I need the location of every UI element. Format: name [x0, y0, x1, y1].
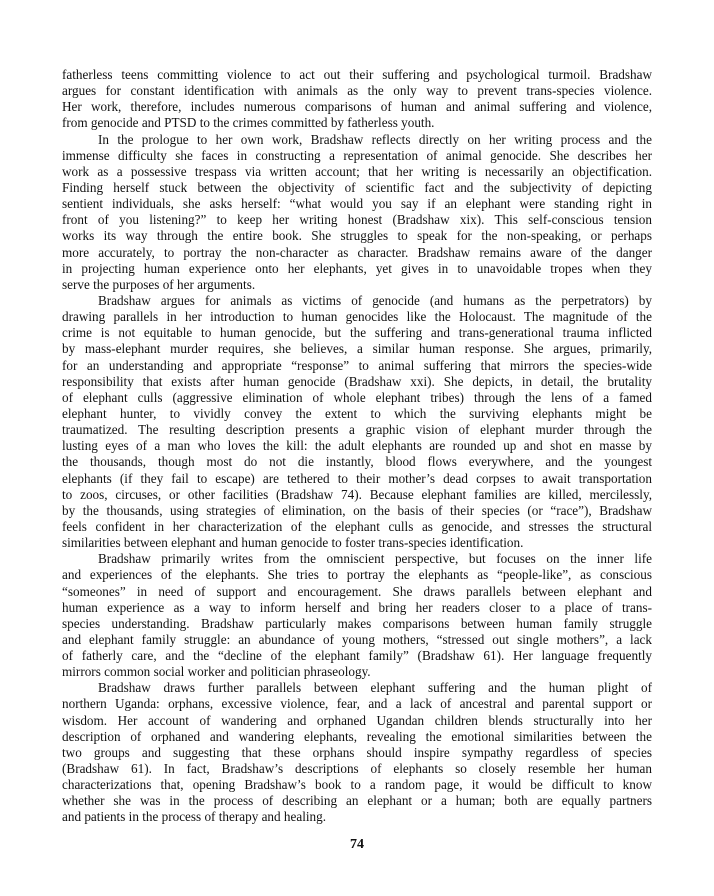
text-line: In the prologue to her own work, Bradshaw reflects directly on her writing process and the — [98, 131, 652, 147]
text-line: similarities between elephant and human genocide to foster trans-species identification. — [62, 535, 524, 551]
text-line: traumatized. The resulting description presents a graphic vision of elephant murder through the — [62, 422, 652, 438]
text-line: sentient individuals, she asks herself: “what would you say if an elephant were standing right in — [62, 196, 652, 212]
page-number: 74 — [350, 837, 364, 852]
text-line: and experiences of the elephants. She tries to portray the elephants as “people-like”, as conscious — [62, 567, 652, 583]
text-line: and patients in the process of therapy and healing. — [62, 809, 327, 825]
paragraph — [62, 551, 652, 680]
text-line: the thousands, though most do not die instantly, blood flows everywhere, and the youngest — [62, 454, 652, 470]
text-line: to zoos, circuses, or other facilities (Bradshaw 74). Because elephant families are killed, mercilessly, — [62, 486, 652, 502]
text-line: front of you listening?” to keep her writing honest (Bradshaw xix). This self-conscious tension — [62, 212, 652, 228]
document-body — [62, 67, 652, 826]
text-line: fatherless teens committing violence to act out their suffering and psychological turmoil. Bradshaw — [62, 67, 652, 82]
text-line: crime is not equitable to human genocide, but the suffering and trans-generational trauma inflicted — [62, 325, 652, 341]
text-line: wisdom. Her account of wandering and orphaned Ugandan children blends structurally into her — [62, 712, 652, 728]
text-line: lusting eyes of a man who loves the kill: the adult elephants are rounded up and shot en masse by — [62, 438, 652, 454]
text-line: more accurately, to portray the non-character as character. Bradshaw remains aware of the danger — [62, 244, 652, 260]
text-line: drawing parallels in her introduction to human genocides like the Holocaust. The magnitude of the — [62, 309, 652, 325]
text-line: (Bradshaw 61). In fact, Bradshaw’s descriptions of elephants so closely resemble her human — [62, 761, 652, 777]
paragraph — [62, 680, 652, 825]
text-line: species understanding. Bradshaw particularly makes comparisons between human family struggle — [62, 615, 652, 631]
text-line: elephant hunter, to vividly convey the extent to which the surviving elephants might be — [62, 405, 652, 421]
text-line: Bradshaw primarily writes from the omniscient perspective, but focuses on the inner life — [98, 551, 652, 567]
text-line: elephants (if they fail to escape) are tethered to their mother’s dead corpses to await transportation — [62, 470, 652, 486]
text-line: characterizations that, opening Bradshaw’s book to a random page, it would be difficult to know — [62, 777, 652, 793]
paragraph — [62, 67, 652, 132]
paragraph — [62, 293, 652, 551]
text-line: human experience as a way to inform herself and bring her readers closer to a place of trans- — [62, 599, 652, 615]
text-line: responsibility that exists after human genocide (Bradshaw xxi). She depicts, in detail, the brutality — [62, 373, 652, 389]
text-line: argues for constant identification with animals as the only way to prevent trans-species violence. — [62, 83, 652, 99]
text-line: serve the purposes of her arguments. — [62, 276, 256, 292]
text-line: work as a possessive trespass via written account; that her writing is necessarily an objectification. — [62, 163, 652, 179]
text-line: for an understanding and appropriate “response” to animal suffering that mirrors the species-wide — [62, 357, 652, 373]
text-line: of fatherly care, and the “decline of the elephant family” (Bradshaw 61). Her language frequently — [62, 648, 652, 664]
text-line: Bradshaw argues for animals as victims of genocide (and humans as the perpetrators) by — [98, 292, 652, 308]
text-line: immense difficulty she faces in constructing a representation of animal genocide. She describes her — [62, 147, 652, 163]
text-line: two groups and suggesting that these orphans should inspire sympathy regardless of species — [62, 744, 652, 760]
text-line: by the thousands, using strategies of elimination, on the basis of their species (or “race”), Bradshaw — [62, 502, 652, 518]
text-line: mirrors common social worker and politician phraseology. — [62, 664, 371, 680]
text-line: description of orphaned and wandering elephants, revealing the emotional similarities between the — [62, 728, 652, 744]
text-line: “someones” in need of support and encouragement. She draws parallels between elephant and — [62, 583, 652, 599]
paragraph — [62, 132, 652, 293]
text-line: Her work, therefore, includes numerous comparisons of human and animal suffering and violence, — [62, 99, 652, 115]
text-line: Bradshaw draws further parallels between elephant suffering and the human plight of — [98, 680, 652, 696]
text-line: of elephant culls (aggressive elimination of whole elephant tribes) through the lens of a famed — [62, 389, 652, 405]
text-line: feels confident in her characterization of the elephant culls as genocide, and stresses the structural — [62, 518, 652, 534]
text-line: by mass-elephant murder requires, she believes, a similar human response. She argues, primarily, — [62, 341, 652, 357]
text-line: whether she was in the process of describing an elephant or a human; both are equally partners — [62, 793, 652, 809]
text-line: Finding herself stuck between the objectivity of scientific fact and the subjectivity of depicting — [62, 179, 652, 195]
text-line: in projecting human experience onto her elephants, yet gives in to unavoidable tropes when they — [62, 260, 652, 276]
text-line: and elephant family struggle: an abundance of young mothers, “stressed out single mothers”, a lack — [62, 631, 652, 647]
text-line: from genocide and PTSD to the crimes committed by fatherless youth. — [62, 115, 435, 131]
text-line: northern Uganda: orphans, excessive violence, fear, and a lack of ancestral and parental support or — [62, 696, 652, 712]
text-line: works its way through the entire book. She struggles to speak for the non-speaking, or perhaps — [62, 228, 652, 244]
